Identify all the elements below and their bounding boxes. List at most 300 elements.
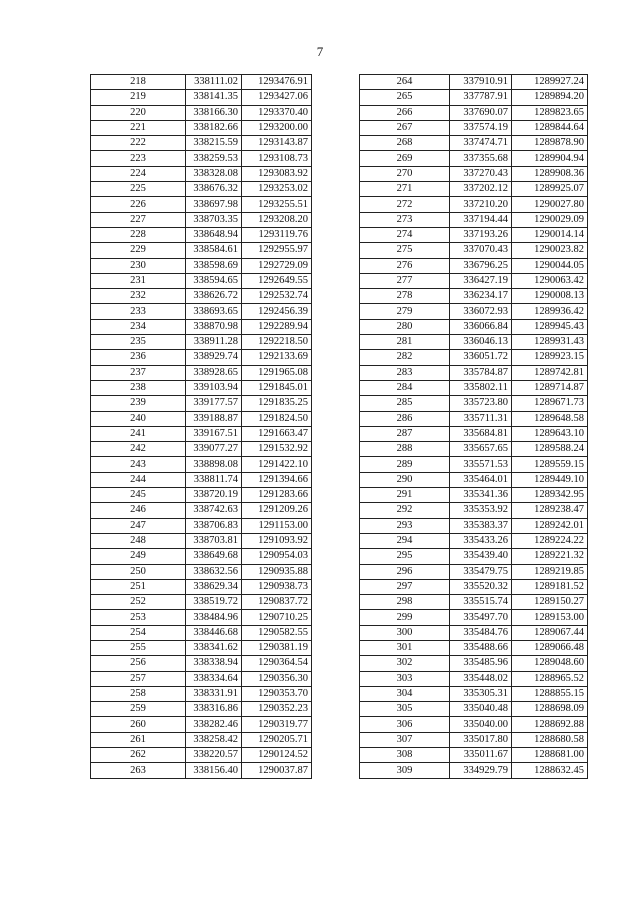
x-coordinate-cell: 338928.65 [186, 365, 242, 380]
y-coordinate-cell: 1288681.00 [512, 748, 588, 763]
y-coordinate-cell: 1290205.71 [242, 732, 312, 747]
point-number-cell: 267 [360, 120, 450, 135]
table-row [91, 166, 312, 181]
y-coordinate-cell: 1292955.97 [242, 243, 312, 258]
x-coordinate-cell: 336066.84 [450, 319, 512, 334]
x-coordinate-cell: 339188.87 [186, 411, 242, 426]
y-coordinate-cell: 1289714.87 [512, 380, 588, 395]
x-coordinate-cell: 335439.40 [450, 549, 512, 564]
page-number: 7 [316, 44, 324, 59]
table-row [360, 732, 588, 747]
table-row [360, 304, 588, 319]
point-number-cell: 296 [360, 564, 450, 579]
y-coordinate-cell: 1293255.51 [242, 197, 312, 212]
point-number-cell: 279 [360, 304, 450, 319]
x-coordinate-cell: 338706.83 [186, 518, 242, 533]
x-coordinate-cell: 338911.28 [186, 335, 242, 350]
point-number-cell: 247 [91, 518, 186, 533]
y-coordinate-cell: 1293253.02 [242, 182, 312, 197]
point-number-cell: 291 [360, 488, 450, 503]
point-number-cell: 305 [360, 702, 450, 717]
x-coordinate-cell: 336234.17 [450, 289, 512, 304]
table-row [91, 304, 312, 319]
table-row [360, 457, 588, 472]
point-number-cell: 239 [91, 396, 186, 411]
y-coordinate-cell: 1289048.60 [512, 656, 588, 671]
point-number-cell: 228 [91, 227, 186, 242]
point-number-cell: 307 [360, 732, 450, 747]
y-coordinate-cell: 1293108.73 [242, 151, 312, 166]
x-coordinate-cell: 335353.92 [450, 503, 512, 518]
x-coordinate-cell: 336796.25 [450, 258, 512, 273]
table-row [91, 212, 312, 227]
table-row [360, 120, 588, 135]
y-coordinate-cell: 1292532.74 [242, 289, 312, 304]
x-coordinate-cell: 337910.91 [450, 75, 512, 90]
x-coordinate-cell: 335383.37 [450, 518, 512, 533]
x-coordinate-cell: 335515.74 [450, 595, 512, 610]
x-coordinate-cell: 338626.72 [186, 289, 242, 304]
point-number-cell: 266 [360, 105, 450, 120]
table-row [91, 457, 312, 472]
y-coordinate-cell: 1290319.77 [242, 717, 312, 732]
table-row [91, 426, 312, 441]
coordinates-table-left [90, 74, 312, 779]
x-coordinate-cell: 338703.81 [186, 533, 242, 548]
point-number-cell: 242 [91, 442, 186, 457]
y-coordinate-cell: 1293083.92 [242, 166, 312, 181]
y-coordinate-cell: 1290063.42 [512, 273, 588, 288]
table-row [360, 564, 588, 579]
y-coordinate-cell: 1289844.64 [512, 120, 588, 135]
table-row [360, 319, 588, 334]
y-coordinate-cell: 1289238.47 [512, 503, 588, 518]
x-coordinate-cell: 335485.96 [450, 656, 512, 671]
y-coordinate-cell: 1289559.15 [512, 457, 588, 472]
point-number-cell: 269 [360, 151, 450, 166]
point-number-cell: 241 [91, 426, 186, 441]
y-coordinate-cell: 1291835.25 [242, 396, 312, 411]
point-number-cell: 276 [360, 258, 450, 273]
x-coordinate-cell: 338811.74 [186, 472, 242, 487]
y-coordinate-cell: 1290124.52 [242, 748, 312, 763]
y-coordinate-cell: 1289823.65 [512, 105, 588, 120]
table-row [360, 273, 588, 288]
table-row [360, 182, 588, 197]
table-row [360, 763, 588, 778]
point-number-cell: 225 [91, 182, 186, 197]
table-row [91, 273, 312, 288]
point-number-cell: 262 [91, 748, 186, 763]
table-row [91, 717, 312, 732]
y-coordinate-cell: 1290364.54 [242, 656, 312, 671]
point-number-cell: 263 [91, 763, 186, 778]
table-row [91, 671, 312, 686]
x-coordinate-cell: 336072.93 [450, 304, 512, 319]
y-coordinate-cell: 1290381.19 [242, 640, 312, 655]
y-coordinate-cell: 1290008.13 [512, 289, 588, 304]
point-number-cell: 226 [91, 197, 186, 212]
table-row [360, 426, 588, 441]
point-number-cell: 293 [360, 518, 450, 533]
table-row [360, 625, 588, 640]
y-coordinate-cell: 1293370.40 [242, 105, 312, 120]
point-number-cell: 289 [360, 457, 450, 472]
y-coordinate-cell: 1290029.09 [512, 212, 588, 227]
x-coordinate-cell: 335017.80 [450, 732, 512, 747]
point-number-cell: 290 [360, 472, 450, 487]
point-number-cell: 278 [360, 289, 450, 304]
y-coordinate-cell: 1289931.43 [512, 335, 588, 350]
point-number-cell: 298 [360, 595, 450, 610]
table-row [91, 120, 312, 135]
y-coordinate-cell: 1291283.66 [242, 488, 312, 503]
point-number-cell: 255 [91, 640, 186, 655]
y-coordinate-cell: 1289066.48 [512, 640, 588, 655]
point-number-cell: 233 [91, 304, 186, 319]
y-coordinate-cell: 1289449.10 [512, 472, 588, 487]
point-number-cell: 303 [360, 671, 450, 686]
y-coordinate-cell: 1290353.70 [242, 686, 312, 701]
x-coordinate-cell: 338220.57 [186, 748, 242, 763]
point-number-cell: 277 [360, 273, 450, 288]
table-row [91, 227, 312, 242]
point-number-cell: 243 [91, 457, 186, 472]
y-coordinate-cell: 1289671.73 [512, 396, 588, 411]
point-number-cell: 268 [360, 136, 450, 151]
y-coordinate-cell: 1289219.85 [512, 564, 588, 579]
y-coordinate-cell: 1290044.05 [512, 258, 588, 273]
x-coordinate-cell: 338929.74 [186, 350, 242, 365]
y-coordinate-cell: 1293476.91 [242, 75, 312, 90]
y-coordinate-cell: 1289221.32 [512, 549, 588, 564]
table-row [360, 595, 588, 610]
y-coordinate-cell: 1289181.52 [512, 579, 588, 594]
x-coordinate-cell: 338648.94 [186, 227, 242, 242]
y-coordinate-cell: 1291093.92 [242, 533, 312, 548]
y-coordinate-cell: 1290582.55 [242, 625, 312, 640]
point-number-cell: 257 [91, 671, 186, 686]
x-coordinate-cell: 338166.30 [186, 105, 242, 120]
y-coordinate-cell: 1289904.94 [512, 151, 588, 166]
point-number-cell: 260 [91, 717, 186, 732]
y-coordinate-cell: 1292729.09 [242, 258, 312, 273]
y-coordinate-cell: 1293208.20 [242, 212, 312, 227]
point-number-cell: 299 [360, 610, 450, 625]
point-number-cell: 245 [91, 488, 186, 503]
x-coordinate-cell: 335464.01 [450, 472, 512, 487]
x-coordinate-cell: 335657.65 [450, 442, 512, 457]
x-coordinate-cell: 338446.68 [186, 625, 242, 640]
y-coordinate-cell: 1289925.07 [512, 182, 588, 197]
x-coordinate-cell: 338258.42 [186, 732, 242, 747]
table-row [360, 380, 588, 395]
y-coordinate-cell: 1290954.03 [242, 549, 312, 564]
x-coordinate-cell: 335341.36 [450, 488, 512, 503]
table-row [360, 748, 588, 763]
table-row [91, 182, 312, 197]
table-row [91, 533, 312, 548]
y-coordinate-cell: 1293143.87 [242, 136, 312, 151]
y-coordinate-cell: 1292456.39 [242, 304, 312, 319]
y-coordinate-cell: 1290352.23 [242, 702, 312, 717]
point-number-cell: 234 [91, 319, 186, 334]
point-number-cell: 273 [360, 212, 450, 227]
point-number-cell: 244 [91, 472, 186, 487]
table-row [91, 411, 312, 426]
y-coordinate-cell: 1290837.72 [242, 595, 312, 610]
point-number-cell: 222 [91, 136, 186, 151]
table-row [360, 686, 588, 701]
table-row [91, 151, 312, 166]
table-row [91, 610, 312, 625]
x-coordinate-cell: 338676.32 [186, 182, 242, 197]
table-row [91, 518, 312, 533]
point-number-cell: 232 [91, 289, 186, 304]
table-row [91, 243, 312, 258]
point-number-cell: 285 [360, 396, 450, 411]
table-row [360, 488, 588, 503]
y-coordinate-cell: 1289242.01 [512, 518, 588, 533]
table-row [360, 90, 588, 105]
y-coordinate-cell: 1290356.30 [242, 671, 312, 686]
x-coordinate-cell: 338519.72 [186, 595, 242, 610]
table-row [360, 243, 588, 258]
x-coordinate-cell: 338334.64 [186, 671, 242, 686]
x-coordinate-cell: 338697.98 [186, 197, 242, 212]
table-row [91, 258, 312, 273]
table-row [91, 625, 312, 640]
table-row [91, 197, 312, 212]
x-coordinate-cell: 338338.94 [186, 656, 242, 671]
point-number-cell: 281 [360, 335, 450, 350]
point-number-cell: 270 [360, 166, 450, 181]
y-coordinate-cell: 1290938.73 [242, 579, 312, 594]
x-coordinate-cell: 337355.68 [450, 151, 512, 166]
y-coordinate-cell: 1288698.09 [512, 702, 588, 717]
point-number-cell: 287 [360, 426, 450, 441]
point-number-cell: 240 [91, 411, 186, 426]
y-coordinate-cell: 1293200.00 [242, 120, 312, 135]
point-number-cell: 250 [91, 564, 186, 579]
table-row [360, 640, 588, 655]
y-coordinate-cell: 1288965.52 [512, 671, 588, 686]
x-coordinate-cell: 338870.98 [186, 319, 242, 334]
y-coordinate-cell: 1288632.45 [512, 763, 588, 778]
table-row [91, 396, 312, 411]
y-coordinate-cell: 1289927.24 [512, 75, 588, 90]
point-number-cell: 301 [360, 640, 450, 655]
point-number-cell: 294 [360, 533, 450, 548]
y-coordinate-cell: 1289153.00 [512, 610, 588, 625]
y-coordinate-cell: 1293427.06 [242, 90, 312, 105]
y-coordinate-cell: 1291394.66 [242, 472, 312, 487]
x-coordinate-cell: 339103.94 [186, 380, 242, 395]
table-row [360, 671, 588, 686]
y-coordinate-cell: 1289648.58 [512, 411, 588, 426]
point-number-cell: 258 [91, 686, 186, 701]
y-coordinate-cell: 1293119.76 [242, 227, 312, 242]
point-number-cell: 272 [360, 197, 450, 212]
point-number-cell: 306 [360, 717, 450, 732]
point-number-cell: 227 [91, 212, 186, 227]
x-coordinate-cell: 338316.86 [186, 702, 242, 717]
x-coordinate-cell: 338898.08 [186, 457, 242, 472]
y-coordinate-cell: 1289908.36 [512, 166, 588, 181]
y-coordinate-cell: 1289742.81 [512, 365, 588, 380]
point-number-cell: 224 [91, 166, 186, 181]
table-row [91, 350, 312, 365]
y-coordinate-cell: 1292289.94 [242, 319, 312, 334]
x-coordinate-cell: 338742.63 [186, 503, 242, 518]
point-number-cell: 238 [91, 380, 186, 395]
table-row [91, 488, 312, 503]
y-coordinate-cell: 1291663.47 [242, 426, 312, 441]
y-coordinate-cell: 1289936.42 [512, 304, 588, 319]
y-coordinate-cell: 1289224.22 [512, 533, 588, 548]
x-coordinate-cell: 338594.65 [186, 273, 242, 288]
point-number-cell: 304 [360, 686, 450, 701]
y-coordinate-cell: 1290037.87 [242, 763, 312, 778]
table-row [91, 549, 312, 564]
point-number-cell: 295 [360, 549, 450, 564]
point-number-cell: 256 [91, 656, 186, 671]
table-row [91, 90, 312, 105]
y-coordinate-cell: 1289150.27 [512, 595, 588, 610]
y-coordinate-cell: 1291845.01 [242, 380, 312, 395]
x-coordinate-cell: 336046.13 [450, 335, 512, 350]
table-row [360, 75, 588, 90]
point-number-cell: 286 [360, 411, 450, 426]
table-row [91, 335, 312, 350]
table-row [91, 640, 312, 655]
y-coordinate-cell: 1288855.15 [512, 686, 588, 701]
x-coordinate-cell: 337690.07 [450, 105, 512, 120]
table-row [360, 166, 588, 181]
x-coordinate-cell: 337202.12 [450, 182, 512, 197]
x-coordinate-cell: 338215.59 [186, 136, 242, 151]
x-coordinate-cell: 338484.96 [186, 610, 242, 625]
point-number-cell: 231 [91, 273, 186, 288]
y-coordinate-cell: 1292649.55 [242, 273, 312, 288]
table-row [360, 365, 588, 380]
point-number-cell: 229 [91, 243, 186, 258]
x-coordinate-cell: 335571.53 [450, 457, 512, 472]
table-row [360, 197, 588, 212]
y-coordinate-cell: 1289945.43 [512, 319, 588, 334]
x-coordinate-cell: 338693.65 [186, 304, 242, 319]
y-coordinate-cell: 1291824.50 [242, 411, 312, 426]
point-number-cell: 253 [91, 610, 186, 625]
x-coordinate-cell: 335040.00 [450, 717, 512, 732]
table-row [360, 396, 588, 411]
point-number-cell: 261 [91, 732, 186, 747]
y-coordinate-cell: 1290710.25 [242, 610, 312, 625]
x-coordinate-cell: 335040.48 [450, 702, 512, 717]
table-row [91, 136, 312, 151]
point-number-cell: 300 [360, 625, 450, 640]
point-number-cell: 236 [91, 350, 186, 365]
y-coordinate-cell: 1289923.15 [512, 350, 588, 365]
x-coordinate-cell: 338598.69 [186, 258, 242, 273]
table-row [360, 335, 588, 350]
x-coordinate-cell: 335488.66 [450, 640, 512, 655]
table-row [91, 564, 312, 579]
table-row [360, 503, 588, 518]
table-row [360, 702, 588, 717]
table-row [360, 717, 588, 732]
table-row [360, 411, 588, 426]
x-coordinate-cell: 335433.26 [450, 533, 512, 548]
x-coordinate-cell: 337787.91 [450, 90, 512, 105]
y-coordinate-cell: 1292133.69 [242, 350, 312, 365]
x-coordinate-cell: 338182.66 [186, 120, 242, 135]
x-coordinate-cell: 337574.19 [450, 120, 512, 135]
table-row [360, 549, 588, 564]
table-row [91, 380, 312, 395]
point-number-cell: 249 [91, 549, 186, 564]
point-number-cell: 248 [91, 533, 186, 548]
x-coordinate-cell: 335497.70 [450, 610, 512, 625]
y-coordinate-cell: 1291422.10 [242, 457, 312, 472]
y-coordinate-cell: 1289878.90 [512, 136, 588, 151]
point-number-cell: 221 [91, 120, 186, 135]
point-number-cell: 237 [91, 365, 186, 380]
x-coordinate-cell: 337270.43 [450, 166, 512, 181]
table-row [91, 472, 312, 487]
x-coordinate-cell: 335011.67 [450, 748, 512, 763]
table-row [91, 105, 312, 120]
x-coordinate-cell: 338141.35 [186, 90, 242, 105]
table-row [91, 503, 312, 518]
y-coordinate-cell: 1292218.50 [242, 335, 312, 350]
table-row [91, 595, 312, 610]
x-coordinate-cell: 339167.51 [186, 426, 242, 441]
coordinates-table-right [359, 74, 588, 779]
x-coordinate-cell: 338341.62 [186, 640, 242, 655]
table-row [360, 227, 588, 242]
point-number-cell: 254 [91, 625, 186, 640]
x-coordinate-cell: 335484.76 [450, 625, 512, 640]
table-row [360, 472, 588, 487]
table-row [360, 289, 588, 304]
y-coordinate-cell: 1289067.44 [512, 625, 588, 640]
point-number-cell: 220 [91, 105, 186, 120]
y-coordinate-cell: 1289643.10 [512, 426, 588, 441]
table-row [91, 365, 312, 380]
x-coordinate-cell: 338584.61 [186, 243, 242, 258]
x-coordinate-cell: 336427.19 [450, 273, 512, 288]
x-coordinate-cell: 339177.57 [186, 396, 242, 411]
y-coordinate-cell: 1290014.14 [512, 227, 588, 242]
y-coordinate-cell: 1288692.88 [512, 717, 588, 732]
point-number-cell: 218 [91, 75, 186, 90]
x-coordinate-cell: 338331.91 [186, 686, 242, 701]
y-coordinate-cell: 1289894.20 [512, 90, 588, 105]
table-row [91, 686, 312, 701]
point-number-cell: 252 [91, 595, 186, 610]
table-row [91, 75, 312, 90]
y-coordinate-cell: 1290027.80 [512, 197, 588, 212]
x-coordinate-cell: 335802.11 [450, 380, 512, 395]
x-coordinate-cell: 335723.80 [450, 396, 512, 411]
x-coordinate-cell: 335784.87 [450, 365, 512, 380]
table-row [360, 105, 588, 120]
table-row [360, 656, 588, 671]
point-number-cell: 223 [91, 151, 186, 166]
x-coordinate-cell: 338156.40 [186, 763, 242, 778]
table-row [360, 518, 588, 533]
